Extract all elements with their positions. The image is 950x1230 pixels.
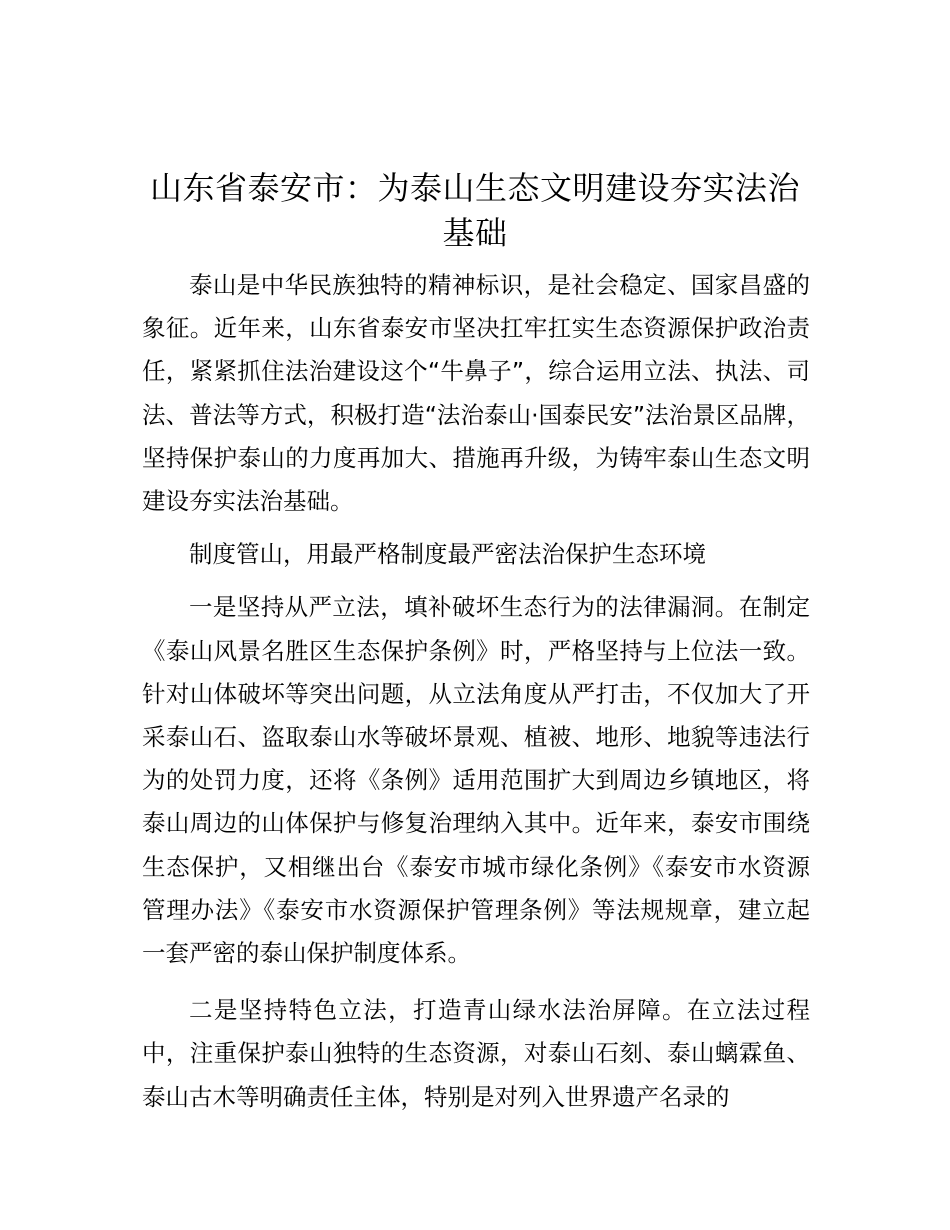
document-title: 山东省泰安市：为泰山生态文明建设夯实法治基础 <box>149 169 800 252</box>
document-body <box>142 264 810 1119</box>
paragraph-strict-legislation: 一是坚持从严立法，填补破坏生态行为的法律漏洞。在制定《泰山风景名胜区生态保护条例》时，严格坚持与上位法一致。针对山体破坏等突出问题，从立法角度从严打击，不仅加大了开采泰山石、盗取泰山水等破坏景观、植被、地形、地貌等违法行为的处罚力度，还将《条例》适用范围扩大到周边乡镇地区，将泰山周边的山体保护与修复治理纳入其中。近年来，泰安市围绕生态保护，又相继出台《泰安市城市绿化条例》《泰安市水资源管理办法》《泰安市水资源保护管理条例》等法规规章，建立起一套严密的泰山保护制度体系。 <box>142 593 810 968</box>
section-heading: 制度管山，用最严格制度最严密法治保护生态环境 <box>189 540 706 569</box>
paragraph-intro: 泰山是中华民族独特的精神标识，是社会稳定、国家昌盛的象征。近年来，山东省泰安市坚决扛牢扛实生态资源保护政治责任，紧紧抓住法治建设这个“牛鼻子”，综合运用立法、执法、司法、普法等方式，积极打造“法治泰山·国泰民安”法治景区品牌，坚持保护泰山的力度再加大、措施再升级，为铸牢泰山生态文明建设夯实法治基础。 <box>142 271 810 516</box>
paragraph-special-legislation: 二是坚持特色立法，打造青山绿水法治屏障。在立法过程中，注重保护泰山独特的生态资源，对泰山石刻、泰山螭霖鱼、泰山古木等明确责任主体，特别是对列入世界遗产名录的 <box>142 996 810 1111</box>
